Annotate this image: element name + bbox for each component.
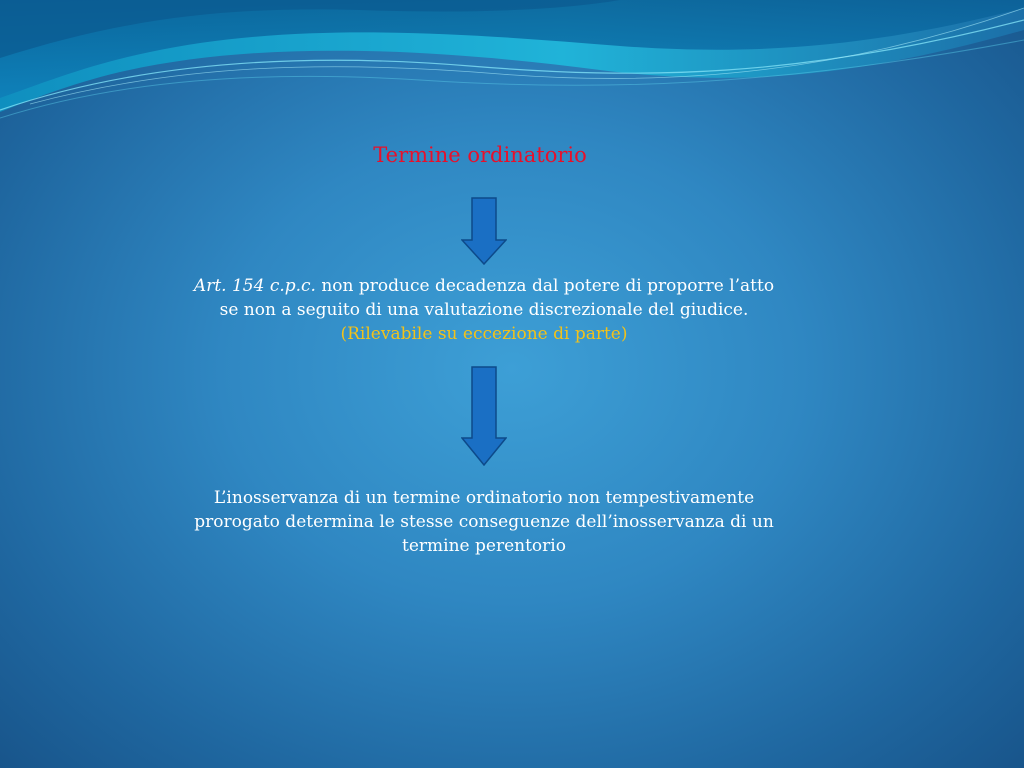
paragraph-inosservanza bbox=[0, 486, 968, 558]
paragraph2-line1: L’inosservanza di un termine ordinatorio non tempestivamente bbox=[213, 488, 755, 508]
down-arrow-icon bbox=[461, 197, 507, 265]
slide-title: Termine ordinatorio bbox=[373, 143, 587, 167]
paragraph1-line1-text: non produce decadenza dal potere di proporre l’atto bbox=[315, 276, 775, 296]
paragraph1-line1 bbox=[0, 274, 968, 298]
paragraph1-line2: se non a seguito di una valutazione discrezionale del giudice. bbox=[219, 300, 749, 320]
article-reference: Art. 154 c.p.c. bbox=[193, 276, 316, 296]
paragraph-art-154 bbox=[0, 274, 968, 346]
paragraph2-line3: termine perentorio bbox=[402, 536, 566, 556]
paragraph2-line2: prorogato determina le stesse conseguenze dell’inosservanza di un bbox=[194, 512, 774, 532]
paragraph1-note: (Rilevabile su eccezione di parte) bbox=[340, 324, 628, 344]
down-arrow-icon bbox=[461, 366, 507, 466]
wave-banner bbox=[0, 0, 1024, 130]
